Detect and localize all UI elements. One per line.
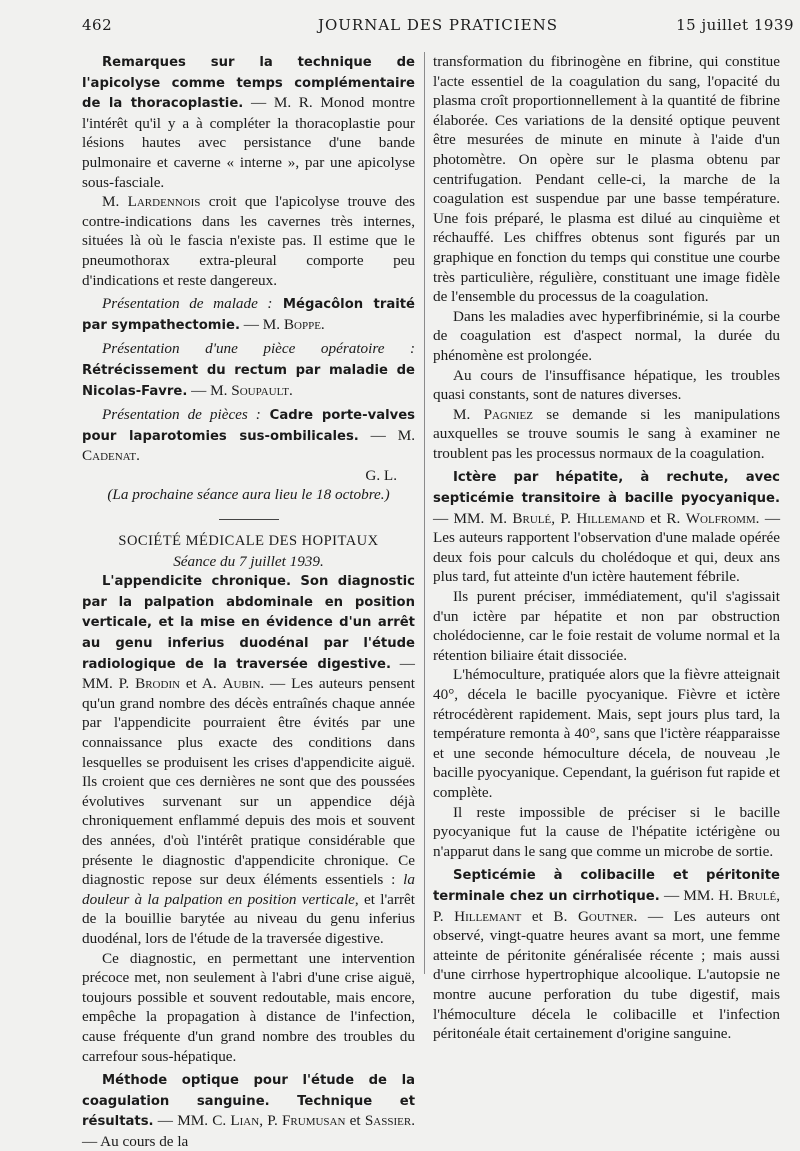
page-number: 462 <box>82 16 113 34</box>
journal-title: JOURNAL DES PRATICIENS <box>317 16 559 34</box>
paragraph-lardennois: M. Lardennois croit que l'apicolyse trouve des contre-indications dans les cavernes très internes, situées là où le fascia n'existe pas. Il estime que le pneumothorax extra-pleural comporte peu d'indications et reste dangereux. <box>82 193 415 289</box>
paragraph-retrecissement: Présentation d'une pièce opératoire : Rétrécissement du rectum par maladie de Nicolas-Favre. — M. Soupault. <box>82 340 415 399</box>
left-column <box>82 52 415 1151</box>
paragraph-megacolon: Présentation de malade : Mégacôlon traité par sympathectomie. — M. Boppe. <box>82 295 415 333</box>
title-apicolyse: Remarques sur la technique de l'apicolyse comme temps complémentaire de la thoracoplastie. <box>82 55 415 112</box>
paragraph-diagnostic: Ce diagnostic, en permettant une intervention précoce met, non seulement à l'abri d'une crise aiguë, toujours possible et souvent redoutable, mais encore, empêche la propagation à distance de l'infection, cause fréquente d'un grand nombre des troubles du carrefour sous-hépatique. <box>82 949 415 1065</box>
paragraph-appendicite: L'appendicite chronique. Son diagnostic par la palpation abdominale en position verticale, et la mise en évidence d'un arrêt au genu inferius duodénal par l'étude radiologique de la traversée digestive. — MM. P. Brodin et A. Aubin. — Les auteurs pensent qu'un grand nombre des décès entraînés chaque année par l'appendicite pourraient être évités par une connaissance plus exacte des conditions dans lesquelles se produisent les crises d'appendicite aiguë. Ils croient que ces dernières ne sont que des poussées évolutives survenant sur un appendice déjà chroniquement enflammé depuis des mois et souvent des années, d'où l'intérêt pratique considérable que présente le diagnostic d'appendicite chronique. Ce diagnostic repose sur deux éléments essentiels : la douleur à la palpation en position verticale, et l'arrêt de la bouillie barytée au niveau du genu inferius duodénal, lors de l'étude de la traversée digestive. <box>82 574 415 947</box>
paragraph-coagulation-cont: transformation du fibrinogène en fibrine, qui constitue l'acte essentiel de la coagulation du sang, l'opacité du plasma croît proportionnellement à la quantité de fibrine élaborée. Ces variations de la densité optique peuvent être mesurées de minute en minute à l'aide d'un photomètre. On opère sur le plasma obtenu par centrifugation. Pendant celle-ci, la marche de la coagulation est suspendue par une basse température. Une fois préparé, le plasma est dilué au cinquième et réchauffé. Les chiffres obtenus sont figurés par un graphique en fonction du temps qui constitue une courbe très particulière, régulière, constituant une image fidèle de l'ensemble du processus de la coagulation. <box>433 53 780 306</box>
society-heading: SOCIÉTÉ MÉDICALE DES HOPITAUX <box>118 533 379 550</box>
paragraph-apicolyse: Remarques sur la technique de l'apicolyse comme temps complémentaire de la thoracoplastie. — M. R. Monod montre l'intérêt qu'il y a à compléter la thoracoplastie pour lésions hautes avec persistance d'une bande pulmonaire et caverne « interne », par une apicolyse sous-fasciale. <box>82 55 415 191</box>
seance-date: Séance du 7 juillet 1939. <box>173 552 324 570</box>
next-session-note: (La prochaine séance aura lieu le 18 octobre.) <box>107 486 390 504</box>
paragraph-pyocyanique: Il reste impossible de préciser si le bacille pyocyanique fut la cause de l'hépatite ictérigène ou n'apparut dans le sang que comme un microbe de sortie. <box>433 803 780 860</box>
author-name: M. Lardennois <box>102 193 201 211</box>
right-column <box>433 52 780 1044</box>
section-rule <box>219 519 279 520</box>
issue-date: 15 juillet 1939 <box>676 16 794 34</box>
author-name: Pagniez <box>483 405 533 423</box>
title-appendicite: L'appendicite chronique. Son diagnostic par la palpation abdominale en position verticale, et la mise en évidence d'un arrêt au genu inferius duodénal par l'étude radiologique de la traversée digestive. <box>82 574 415 672</box>
title-septicemie: Septicémie à colibacille et péritonite terminale chez un cirrhotique. <box>433 868 780 904</box>
page-header <box>82 14 794 36</box>
column-divider <box>424 52 425 974</box>
paragraph-hyperfibrinemie: Dans les maladies avec hyperfibrinémie, si la courbe de coagulation est d'aspect normal, la durée du phénomène est prolongée. <box>433 307 780 364</box>
title-ictere: Ictère par hépatite, à rechute, avec septicémie transitoire à bacille pyocyanique. <box>433 470 780 507</box>
paragraph-methode-optique: Méthode optique pour l'étude de la coagulation sanguine. Technique et résultats. — MM. C. Lian, P. Frumusan et Sassier. — Au cours de la <box>82 1073 415 1150</box>
paragraph-insuffisance-hepatique: Au cours de l'insuffisance hépatique, les troubles quasi constants, sont de natures diverses. <box>433 366 780 404</box>
paragraph-cadre-porte-valves: Présentation de pièces : Cadre porte-valves pour laparotomies sus-ombilicales. — M. Cadenat. <box>82 406 416 465</box>
paragraph-hemoculture: L'hémoculture, pratiquée alors que la fièvre atteignait 40°, décela le bacille pyocyanique. Fièvre et ictère rétrocédèrent rapidement. Mais, sept jours plus tard, la température remonta à 40°, sans que l'ictère réapparaisse et une seconde hémoculture décela, de nouveau ,le bacille pyocyanique. Cependant, la guérison fut rapide et complète. <box>433 666 780 801</box>
title-methode-optique: Méthode optique pour l'étude de la coagulation sanguine. Technique et résultats. <box>82 1073 415 1130</box>
paragraph-ictere: Ictère par hépatite, à rechute, avec septicémie transitoire à bacille pyocyanique. — MM. M. Brulé, P. Hillemand et R. Wolfromm. — Les auteurs rapportent l'observation d'une malade opérée deux fois pour calculs du cholédoque et qui, deux ans plus tard, fut atteinte d'un ictère hautement fébrile. <box>433 470 780 586</box>
paragraph-pagniez: M. Pagniez se demande si les manipulations auxquelles se trouve soumis le sang à examiner ne troublent pas les processus normaux de la coagulation. <box>433 405 780 462</box>
paragraph-septicemie: Septicémie à colibacille et péritonite terminale chez un cirrhotique. — MM. H. Brulé, P. Hillemant et B. Goutner. — Les auteurs ont observé, vingt-quatre heures avant sa mort, une femme atteinte de péritonite généralisée récente ; mais aussi d'une cirrhose hypertrophique alcoolique. L'autopsie ne montre aucune perforation du tube digestif, mais l'hémoculture décela le colibacille et l'infection péritonéale était certainement d'origine sanguine. <box>433 868 781 1043</box>
signature: G. L. <box>365 466 397 484</box>
paragraph-hepatite: Ils purent préciser, immédiatement, qu'il s'agissait d'un ictère par hépatite et non par obstruction cholédocienne, car le foie restait de volume normal et la rétention biliaire était dissociée. <box>433 588 780 664</box>
